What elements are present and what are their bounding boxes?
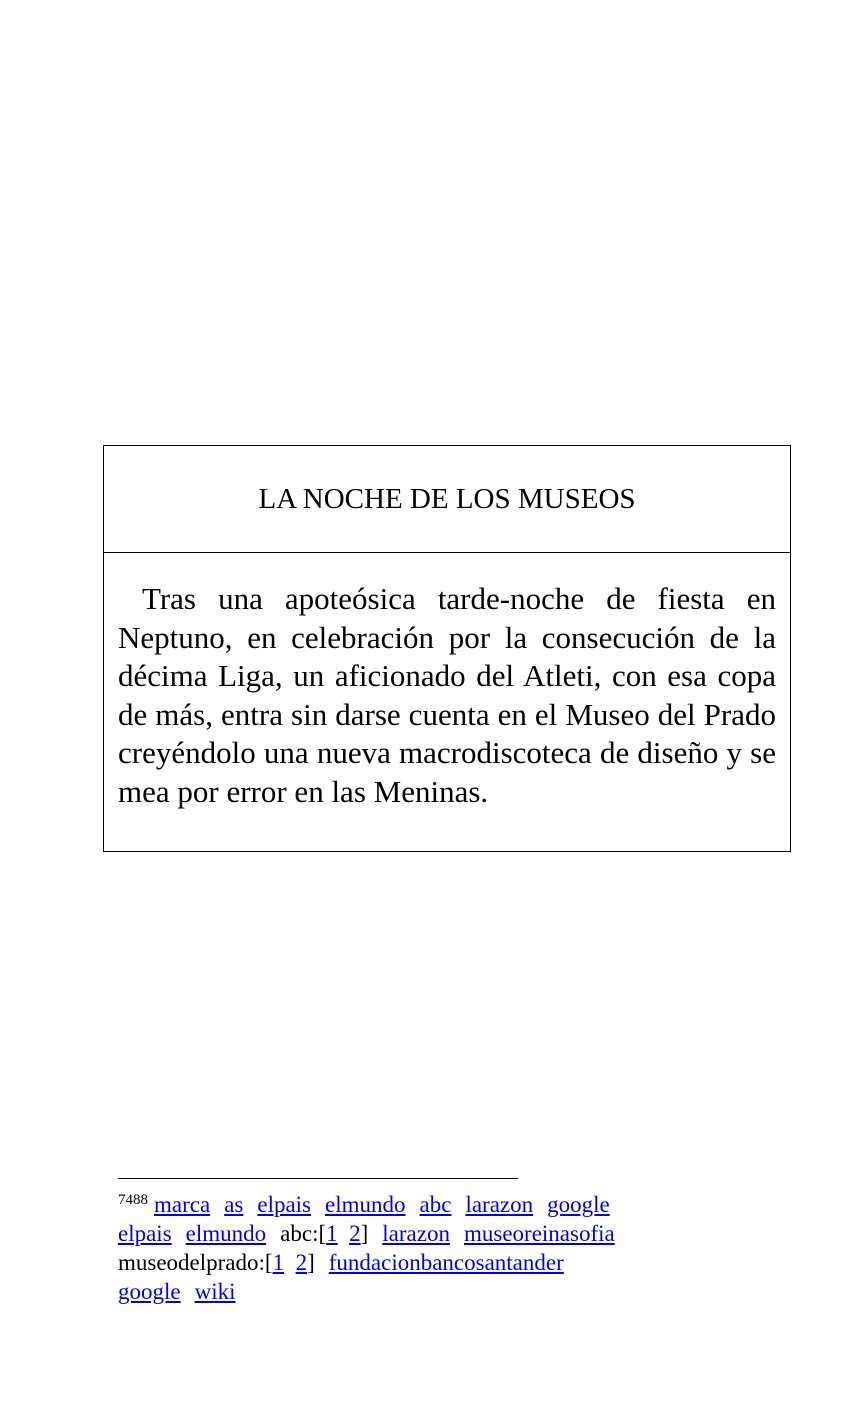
link-elpais-2[interactable]: elpais xyxy=(118,1221,172,1246)
link-google-2[interactable]: google xyxy=(118,1279,181,1304)
story-body-cell xyxy=(104,553,790,811)
link-abc-ref-2[interactable]: 2 xyxy=(349,1221,361,1246)
link-elmundo-2[interactable]: elmundo xyxy=(185,1221,267,1246)
abc-label: abc:[ xyxy=(280,1221,327,1246)
story-text: Tras una apoteósica tarde-noche de fiesta en Neptuno, en celebración por la consecución de la décima Liga, un aficionado del Atleti, con esa copa de más, entra sin darse cuenta en el Museo del Prado creyéndolo una nueva macrodiscoteca de diseño y se mea por error en las Meninas. xyxy=(118,581,776,809)
link-marca[interactable]: marca xyxy=(154,1192,211,1217)
link-elpais[interactable]: elpais xyxy=(257,1192,312,1217)
link-wiki[interactable]: wiki xyxy=(194,1279,236,1304)
link-prado-ref-1[interactable]: 1 xyxy=(272,1250,285,1275)
link-larazon-2[interactable]: larazon xyxy=(382,1221,450,1246)
link-fundacionbancosantander[interactable]: fundacionbancosantander xyxy=(328,1250,564,1275)
footnote-line-1 xyxy=(118,1190,718,1219)
link-abc[interactable]: abc xyxy=(419,1192,452,1217)
story-title: LA NOCHE DE LOS MUSEOS xyxy=(258,482,636,515)
museodelprado-label: museodelprado:[ xyxy=(118,1250,273,1275)
footnote-line-2 xyxy=(118,1219,718,1248)
link-larazon[interactable]: larazon xyxy=(465,1192,534,1217)
footnote xyxy=(118,1190,718,1306)
prado-close: ] xyxy=(307,1250,315,1275)
abc-close: ] xyxy=(360,1221,369,1246)
footnote-line-4 xyxy=(118,1277,718,1306)
link-abc-ref-1[interactable]: 1 xyxy=(326,1221,338,1246)
link-prado-ref-2[interactable]: 2 xyxy=(295,1250,308,1275)
link-museoreinasofia[interactable]: museoreinasofia xyxy=(463,1221,615,1246)
link-as[interactable]: as xyxy=(224,1192,244,1217)
link-google[interactable]: google xyxy=(547,1192,610,1217)
story-box xyxy=(103,445,791,852)
story-title-cell xyxy=(104,446,790,553)
footnote-separator xyxy=(118,1178,518,1179)
footnote-line-3 xyxy=(118,1248,718,1277)
footnote-number: 7488 xyxy=(118,1192,148,1208)
link-elmundo[interactable]: elmundo xyxy=(325,1192,406,1217)
